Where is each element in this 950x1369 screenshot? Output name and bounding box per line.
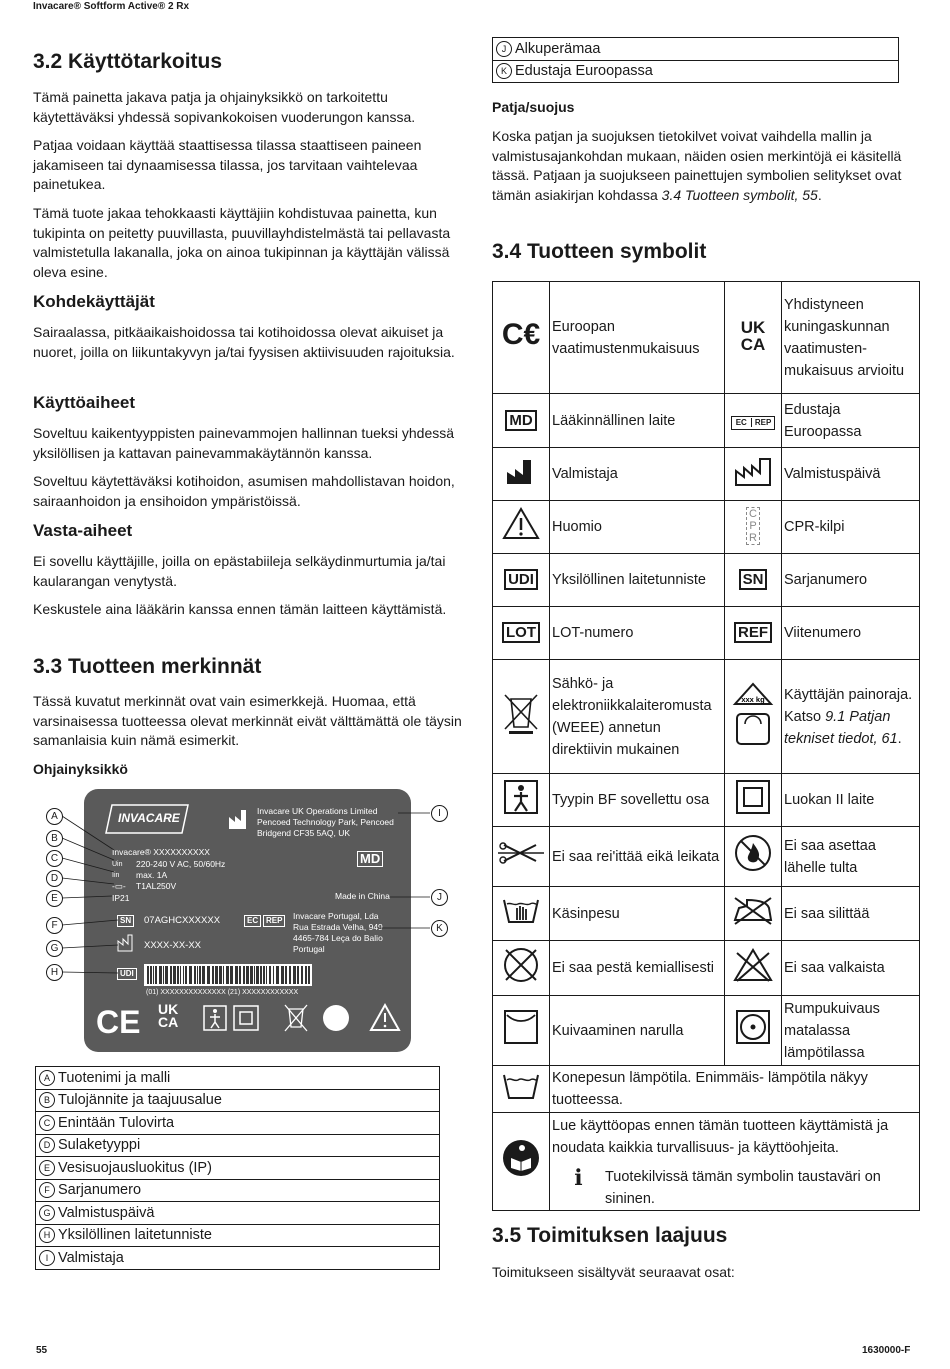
md-description: Lääkinnällinen laite xyxy=(550,394,725,448)
cpr-description: CPR-kilpi xyxy=(782,501,920,554)
intended-use-paragraph-1: Tämä painetta jakava patja ja ohjainyksikkö on tarkoitettu käytettäväksi yhdessä sopivankokoisen vuoderungon kanssa. xyxy=(33,89,416,125)
legend-text: Yksilöllinen laitetunniste xyxy=(58,1227,212,1244)
hand-wash-description: Käsinpesu xyxy=(550,887,725,941)
udi-icon: UDI xyxy=(493,554,550,607)
indications-heading: Käyttöaiheet xyxy=(33,393,136,412)
legend-text: Tuotenimi ja malli xyxy=(58,1069,171,1086)
lot-icon: LOT xyxy=(493,607,550,660)
udi-description: Yksilöllinen laitetunniste xyxy=(550,554,725,607)
read-manual-cell xyxy=(550,1113,920,1211)
label-manufacturer-address: Invacare UK Operations Limited Pencoed Technology Park, Pencoed Bridgend CF35 5AQ, UK xyxy=(257,806,394,838)
label-origin: Made in China xyxy=(335,891,390,901)
caution-description: Huomio xyxy=(550,501,725,554)
label-callout-marker: E xyxy=(46,890,63,907)
line-dry-icon xyxy=(493,996,550,1066)
target-users-paragraph: Sairaalassa, pitkäaikaishoidossa tai kotihoidossa olevat aikuiset ja nuoret, joilla on liikuntakyvyn ja/tai fyysisen aktiivisuuden rajoituksia. xyxy=(33,324,455,360)
legend-row xyxy=(36,1247,440,1270)
ref-description: Viitenumero xyxy=(782,607,920,660)
ec-rep-description: Edustaja Euroopassa xyxy=(782,394,920,448)
no-bleach-icon xyxy=(725,941,782,996)
label-date: XXXX-XX-XX xyxy=(144,940,202,951)
section-3-4-title: 3.4 Tuotteen symbolit xyxy=(492,240,707,263)
legend-text: Valmistuspäivä xyxy=(58,1204,155,1221)
ref-icon: REF xyxy=(725,607,782,660)
no-bleach-description: Ei saa valkaista xyxy=(782,941,920,996)
legend-marker: J xyxy=(496,41,512,57)
no-cut-icon xyxy=(493,827,550,887)
date-of-manufacture-description: Valmistuspäivä xyxy=(782,448,920,501)
label-callout-marker: I xyxy=(431,805,448,822)
label-sn-box: SN xyxy=(117,915,134,927)
indications-paragraph-1: Soveltuu kaikentyyppisten painevammojen hallinnan tueksi yhdessä yksilöllisen ja kattavan painevammakäytännön kanssa. xyxy=(33,425,455,461)
label-md-box: MD xyxy=(357,851,383,867)
contraindications-paragraph-2: Keskustele aina lääkärin kanssa ennen tämän laitteen käyttämistä. xyxy=(33,601,447,617)
weight-icon-text: xxx kg xyxy=(741,695,765,704)
line-dry-description: Kuivaaminen narulla xyxy=(550,996,725,1066)
label-ip-rating: IP21 xyxy=(112,893,130,903)
label-callout-marker: A xyxy=(46,808,63,825)
legend-row xyxy=(36,1112,440,1135)
sn-description: Sarjanumero xyxy=(782,554,920,607)
label-legend-table-right xyxy=(492,37,899,83)
ce-description: Euroopan vaatimustenmukaisuus xyxy=(550,282,725,394)
legend-text: Alkuperämaa xyxy=(515,40,601,57)
label-barcode-text: (01) XXXXXXXXXXXXXX (21) XXXXXXXXXXXX xyxy=(146,989,299,996)
legend-marker: A xyxy=(39,1070,55,1086)
section-3-2-title: 3.2 Käyttötarkoitus xyxy=(33,50,223,73)
ukca-description: Yhdistyneen kuningaskunnan vaatimusten-mukaisuus arvioitu xyxy=(782,282,920,394)
legend-text: Valmistaja xyxy=(58,1249,124,1266)
label-voltage: 220-240 V AC, 50/60Hz xyxy=(136,859,226,869)
no-cut-description: Ei saa rei'ittää eikä leikata xyxy=(550,827,725,887)
max-user-weight-icon xyxy=(725,660,782,774)
label-voltage-symbol: Uin xyxy=(112,861,123,868)
legend-marker: K xyxy=(496,63,512,79)
legend-row xyxy=(36,1157,440,1180)
info-note-text: Tuotekilvissä tämän symbolin taustaväri on sininen. xyxy=(604,1169,881,1207)
read-manual-icon xyxy=(323,1005,349,1031)
legend-marker: E xyxy=(39,1160,55,1176)
legend-row xyxy=(36,1134,440,1157)
caution-icon xyxy=(493,501,550,554)
class-ii-description: Luokan II laite xyxy=(782,774,920,827)
label-callout-marker: H xyxy=(46,964,63,981)
label-eu-rep-address: Invacare Portugal, Lda Rua Estrada Velha, 949 4465-784 Leça do Balio Portugal xyxy=(293,911,383,954)
legend-text: Tulojännite ja taajuusalue xyxy=(58,1092,222,1109)
intended-use-paragraph-2: Patjaa voidaan käyttää staattisessa tilassa staattiseen paineen jakamiseen tai dynaamisessa tilassa, jos tarvitaan vaihtelevaa painetukea. xyxy=(33,137,422,192)
section-3-5-title: 3.5 Toimituksen laajuus xyxy=(492,1224,728,1247)
sn-icon: SN xyxy=(725,554,782,607)
label-udi-box: UDI xyxy=(117,968,137,980)
label-callout-marker: C xyxy=(46,850,63,867)
label-ec-box: EC xyxy=(244,915,261,927)
label-ukca-mark: UK CA xyxy=(158,1001,179,1030)
indications-paragraph-2: Soveltuu käytettäväksi kotihoidon, asumisen mahdollistavan hoidon, sairaanhoidon ja ensihoidon ympäristöissä. xyxy=(33,473,455,509)
fuse-icon: -▭- xyxy=(112,881,126,891)
target-users-heading: Kohdekäyttäjät xyxy=(33,292,155,311)
contraindications-paragraph-1: Ei sovellu käyttäjille, joilla on epästabiileja selkäydinmurtumia ja/tai kaularangan venytystä. xyxy=(33,553,446,589)
no-fire-icon xyxy=(725,827,782,887)
no-dry-clean-icon xyxy=(493,941,550,996)
label-fuse: T1AL250V xyxy=(136,881,177,891)
machine-wash-description: Konepesun lämpötila. Enimmäis- lämpötila näkyy tuotteessa. xyxy=(550,1066,920,1113)
legend-row xyxy=(36,1179,440,1202)
class-ii-icon xyxy=(725,774,782,827)
info-note xyxy=(552,1166,917,1210)
max-user-weight-description: Käyttäjän painoraja. Katso 9.1 Patjan tekniset tiedot, 61. xyxy=(782,660,920,774)
running-header: Invacare® Softform Active® 2 Rx xyxy=(33,1,190,12)
manufacturer-description: Valmistaja xyxy=(550,448,725,501)
lot-description: LOT-numero xyxy=(550,607,725,660)
mattress-cover-paragraph: Koska patjan ja suojuksen tietokilvet voivat vaihdella mallin ja valmistusajankohdan mukaan, näiden osien merkintöjä ei käsitellä tässä. Patjaan ja suojukseen painettujen symbolien selitykset ovat tämän asiakirjan kohdassa 3.4 Tuotteen symbolit, 55. xyxy=(492,128,902,203)
cover-cross-reference[interactable]: 3.4 Tuotteen symbolit, 55 xyxy=(661,186,818,203)
label-model: Invacare® XXXXXXXXXX xyxy=(112,847,210,857)
legend-marker: D xyxy=(39,1137,55,1153)
label-brand: INVACARE xyxy=(118,811,180,825)
cpr-icon: C P R xyxy=(725,501,782,554)
legend-row xyxy=(36,1067,440,1090)
label-current-symbol: Iin xyxy=(112,872,120,879)
labels-intro-paragraph: Tässä kuvatut merkinnät ovat vain esimerkkejä. Huomaa, että varsinaisessa tuotteessa olevat merkinnät eivät välttämättä ole täysin samanlaisia kuin nämä esimerkit. xyxy=(33,693,462,748)
ce-icon: C€ xyxy=(493,282,550,394)
page-number: 55 xyxy=(36,1345,48,1356)
ec-rep-icon: EC REP xyxy=(725,394,782,448)
label-current: max. 1A xyxy=(136,870,168,880)
label-leader-lines xyxy=(0,780,470,990)
ce-mark: CE xyxy=(96,1004,141,1040)
legend-marker: I xyxy=(39,1250,55,1266)
read-manual-description: Lue käyttöopas ennen tämän tuotteen käyttämistä ja noudata kaikkia turvallisuus- ja käyttöohjeita. xyxy=(552,1118,889,1156)
md-icon: MD xyxy=(493,394,550,448)
weight-cross-reference[interactable]: 9.1 Patjan tekniset tiedot, 61 xyxy=(784,708,898,747)
control-unit-heading: Ohjainyksikkö xyxy=(33,761,128,777)
type-bf-icon xyxy=(493,774,550,827)
legend-marker: G xyxy=(39,1205,55,1221)
legend-row xyxy=(493,38,899,61)
ukca-icon: UK CA xyxy=(725,282,782,394)
scope-of-delivery-paragraph: Toimitukseen sisältyvät seuraavat osat: xyxy=(492,1264,735,1280)
no-dry-clean-description: Ei saa pestä kemiallisesti xyxy=(550,941,725,996)
no-iron-description: Ei saa silittää xyxy=(782,887,920,941)
label-callout-marker: F xyxy=(46,917,63,934)
weee-description: Sähkö- ja elektroniikkalaiteromusta (WEEE) annetun direktiivin mukainen xyxy=(550,660,725,774)
legend-text: Enintään Tulovirta xyxy=(58,1114,175,1131)
legend-marker: B xyxy=(39,1092,55,1108)
legend-text: Edustaja Euroopassa xyxy=(515,63,653,80)
legend-marker: F xyxy=(39,1182,55,1198)
label-callout-marker: G xyxy=(46,940,63,957)
legend-row xyxy=(36,1202,440,1225)
product-symbols-table xyxy=(492,281,920,1211)
legend-row xyxy=(36,1089,440,1112)
section-3-3-title: 3.3 Tuotteen merkinnät xyxy=(33,655,262,678)
tumble-dry-low-icon xyxy=(725,996,782,1066)
manufacturer-icon xyxy=(493,448,550,501)
legend-text: Sulaketyyppi xyxy=(58,1137,141,1154)
legend-text: Vesisuojausluokitus (IP) xyxy=(58,1159,212,1176)
label-callout-marker: K xyxy=(431,920,448,937)
type-bf-description: Tyypin BF sovellettu osa xyxy=(550,774,725,827)
document-id: 1630000-F xyxy=(862,1345,911,1356)
date-of-manufacture-icon xyxy=(725,448,782,501)
tumble-dry-low-description: Rumpukuivaus matalassa lämpötilassa xyxy=(782,996,920,1066)
label-serial-number: 07AGHCXXXXXX xyxy=(144,915,221,926)
hand-wash-icon xyxy=(493,887,550,941)
no-fire-description: Ei saa asettaa lähelle tulta xyxy=(782,827,920,887)
label-legend-table-left xyxy=(35,1066,440,1270)
intended-use-paragraph-3: Tämä tuote jakaa tehokkaasti käyttäjiin kohdistuvaa painetta, kun tukipinta on peitetty puuvillasta, puuvillayhdistelmästä tai pellavasta valmistetulla lakanalla, joka on ainoa tukipinnan ja käyttäjän välissä oleva esine. xyxy=(33,205,451,280)
legend-text: Sarjanumero xyxy=(58,1182,142,1199)
contraindications-heading: Vasta-aiheet xyxy=(33,521,133,540)
legend-marker: H xyxy=(39,1227,55,1243)
label-callout-marker: B xyxy=(46,830,63,847)
info-icon: ℹ xyxy=(574,1166,583,1191)
legend-row xyxy=(493,60,899,83)
legend-marker: C xyxy=(39,1115,55,1131)
machine-wash-icon xyxy=(493,1066,550,1113)
weee-icon xyxy=(285,1005,307,1031)
label-callout-marker: D xyxy=(46,870,63,887)
weee-icon xyxy=(493,660,550,774)
read-manual-icon xyxy=(493,1113,550,1211)
label-callout-marker: J xyxy=(431,889,448,906)
label-rep-box: REP xyxy=(263,915,285,927)
mattress-cover-heading: Patja/suojus xyxy=(492,99,575,115)
no-iron-icon xyxy=(725,887,782,941)
legend-row xyxy=(36,1224,440,1247)
class-ii-icon xyxy=(234,1006,258,1030)
